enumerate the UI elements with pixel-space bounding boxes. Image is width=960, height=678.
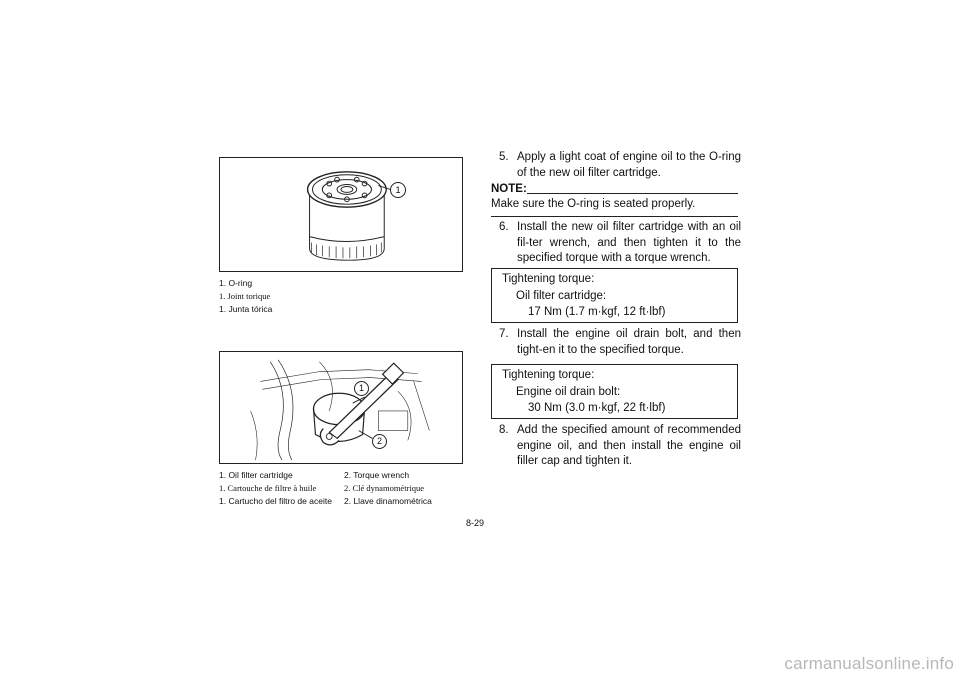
torque-title: Tightening torque: (502, 369, 595, 381)
note-rule (491, 216, 738, 217)
step-number: 7. (499, 328, 509, 340)
callout-2: 2 (372, 434, 387, 449)
caption-item-1: 1. Oil filter cartridge (219, 470, 293, 480)
step-number: 6. (499, 221, 509, 233)
step-8 (491, 423, 741, 470)
caption-item-2: 2. Llave dinamométrica (344, 496, 432, 506)
step-text: Install the engine oil drain bolt, and then tight-en it to the specified torque. (517, 328, 741, 356)
caption-fr: 1. Joint torique (219, 291, 271, 301)
step-7 (491, 327, 741, 358)
torque-value: 30 Nm (3.0 m·kgf, 22 ft·lbf) (528, 402, 666, 414)
watermark: carmanualsonline.info (784, 654, 954, 673)
caption-item-2: 2. Torque wrench (344, 470, 410, 480)
note-divider (527, 193, 738, 194)
step-number: 5. (499, 151, 509, 163)
caption-en (219, 469, 469, 482)
caption-es: 1. Junta tórica (219, 304, 273, 314)
note-heading (491, 183, 738, 197)
page-number: 8-29 (466, 518, 485, 528)
callout-1: 1 (390, 182, 406, 198)
callout-1: 1 (354, 381, 369, 396)
figure-oil-filter (219, 157, 463, 272)
step-6 (491, 220, 741, 267)
figure2-caption (219, 469, 469, 508)
step-text: Apply a light coat of engine oil to the O-ring of the new oil filter cartridge. (517, 151, 741, 179)
torque-box-oil-filter (491, 268, 738, 323)
torque-wrench-illustration (220, 352, 462, 463)
caption-item-1: 1. Cartucho del filtro de aceite (219, 496, 332, 506)
caption-es (219, 495, 469, 508)
torque-item: Engine oil drain bolt: (516, 385, 621, 398)
torque-title: Tightening torque: (502, 273, 595, 285)
step-number: 8. (499, 424, 509, 436)
caption-item-1: 1. Cartouche de filtre à huile (219, 483, 317, 493)
step-text: Add the specified amount of recommended engine oil, and then install the engine oil filler cap and tighten it. (517, 424, 741, 467)
torque-value: 17 Nm (1.7 m·kgf, 12 ft·lbf) (528, 306, 666, 318)
note-text: Make sure the O-ring is seated properly. (491, 198, 696, 210)
figure-torque-wrench (219, 351, 463, 464)
oil-filter-illustration (220, 158, 462, 271)
caption-en: 1. O-ring (219, 278, 253, 288)
torque-box-drain-bolt (491, 364, 738, 419)
caption-fr (219, 482, 469, 495)
torque-item: Oil filter cartridge: (516, 289, 607, 302)
figure1-caption (219, 277, 272, 316)
note-label: NOTE: (491, 183, 527, 195)
step-5 (491, 150, 741, 181)
caption-item-2: 2. Clé dynamométrique (344, 483, 425, 493)
step-text: Install the new oil filter cartridge with an oil fil-ter wrench, and then tighten it to the specified torque with a torque wrench. (517, 221, 741, 264)
